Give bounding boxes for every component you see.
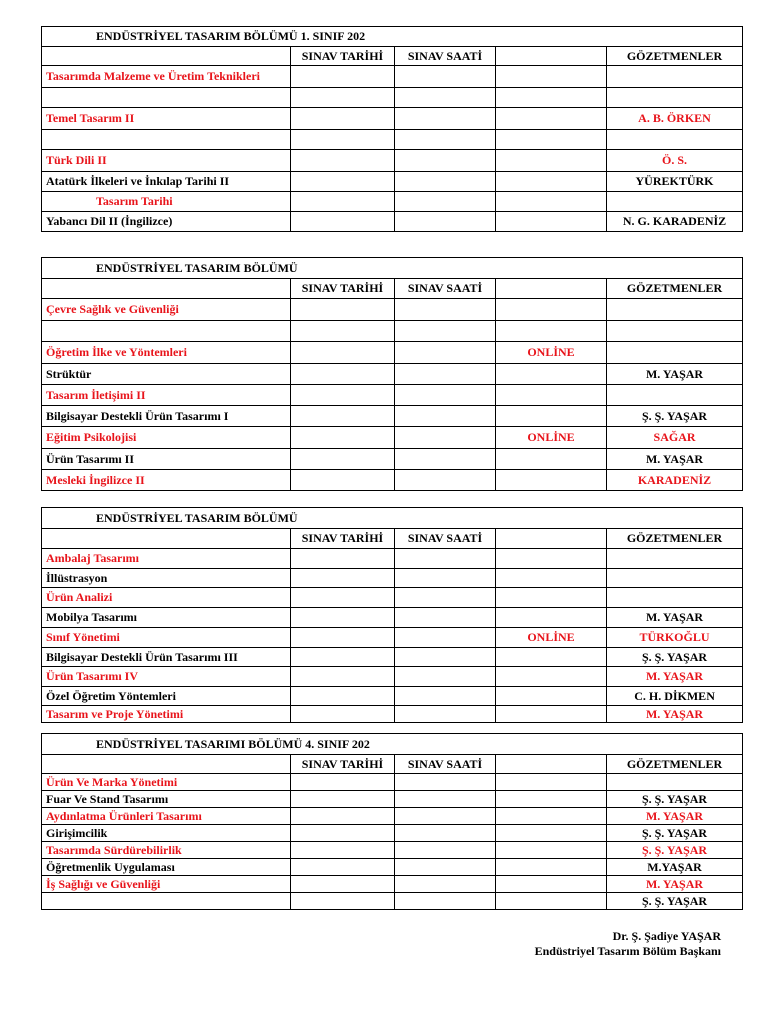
proctor-cell <box>607 342 743 364</box>
header-time: SINAV SAATİ <box>395 47 496 66</box>
exam-time-cell <box>395 212 496 232</box>
course-name-cell: Bilgisayar Destekli Ürün Tasarımı I <box>42 406 291 427</box>
exam-time-cell <box>395 130 496 150</box>
exam-time-cell <box>395 427 496 449</box>
exam-time-cell <box>395 66 496 88</box>
proctor-cell: M.YAŞAR <box>607 859 743 876</box>
exam-time-cell <box>395 859 496 876</box>
header-proctors: GÖZETMENLER <box>607 529 743 549</box>
proctor-cell <box>607 299 743 321</box>
exam-date-cell <box>291 130 395 150</box>
signature-block <box>535 929 721 959</box>
proctor-cell <box>607 88 743 108</box>
proctor-cell: YÜREKTÜRK <box>607 172 743 192</box>
exam-note-cell: ONLİNE <box>496 427 607 449</box>
proctor-cell: Ö. S. <box>607 150 743 172</box>
proctor-cell <box>607 66 743 88</box>
exam-time-cell <box>395 648 496 667</box>
exam-note-cell <box>496 706 607 723</box>
exam-time-cell <box>395 150 496 172</box>
course-name-cell: Atatürk İlkeleri ve İnkılap Tarihi II <box>42 172 291 192</box>
table-row <box>42 667 743 687</box>
table-row <box>42 364 743 385</box>
course-name-cell: Mesleki İngilizce II <box>42 470 291 491</box>
exam-note-cell <box>496 842 607 859</box>
exam-date-cell <box>291 808 395 825</box>
exam-table-4 <box>41 733 743 910</box>
table-row <box>42 470 743 491</box>
header-date: SINAV TARİHİ <box>291 529 395 549</box>
course-name-cell: Öğretim İlke ve Yöntemleri <box>42 342 291 364</box>
table-title: ENDÜSTRİYEL TASARIM BÖLÜMÜ <box>42 508 743 529</box>
exam-date-cell <box>291 791 395 808</box>
exam-time-cell <box>395 667 496 687</box>
exam-note-cell <box>496 569 607 588</box>
header-date: SINAV TARİHİ <box>291 47 395 66</box>
exam-date-cell <box>291 687 395 706</box>
exam-note-cell <box>496 859 607 876</box>
table-row <box>42 569 743 588</box>
table-row <box>42 130 743 150</box>
exam-table-2 <box>41 257 743 491</box>
exam-time-cell <box>395 842 496 859</box>
exam-note-cell <box>496 687 607 706</box>
exam-date-cell <box>291 608 395 628</box>
exam-time-cell <box>395 299 496 321</box>
exam-date-cell <box>291 192 395 212</box>
course-name-cell: Türk Dili II <box>42 150 291 172</box>
table-row <box>42 88 743 108</box>
exam-note-cell <box>496 774 607 791</box>
exam-note-cell <box>496 893 607 910</box>
table-title: ENDÜSTRİYEL TASARIM BÖLÜMÜ <box>42 258 743 279</box>
proctor-cell: M. YAŞAR <box>607 449 743 470</box>
proctor-cell <box>607 569 743 588</box>
proctor-cell: Ş. Ş. YAŞAR <box>607 842 743 859</box>
course-name-cell: Çevre Sağlık ve Güvenliği <box>42 299 291 321</box>
table-row <box>42 172 743 192</box>
exam-time-cell <box>395 774 496 791</box>
proctor-cell: TÜRKOĞLU <box>607 628 743 648</box>
header-extra <box>496 755 607 774</box>
exam-date-cell <box>291 321 395 342</box>
header-proctors: GÖZETMENLER <box>607 755 743 774</box>
exam-time-cell <box>395 385 496 406</box>
table-row <box>42 385 743 406</box>
exam-note-cell <box>496 321 607 342</box>
proctor-cell: M. YAŞAR <box>607 808 743 825</box>
course-name-cell: Tasarım Tarihi <box>42 192 291 212</box>
exam-date-cell <box>291 876 395 893</box>
proctor-cell: N. G. KARADENİZ <box>607 212 743 232</box>
table-row <box>42 774 743 791</box>
exam-time-cell <box>395 172 496 192</box>
course-name-cell: İllüstrasyon <box>42 569 291 588</box>
exam-note-cell <box>496 791 607 808</box>
exam-time-cell <box>395 893 496 910</box>
exam-date-cell <box>291 859 395 876</box>
table-row <box>42 108 743 130</box>
exam-note-cell: ONLİNE <box>496 342 607 364</box>
exam-date-cell <box>291 385 395 406</box>
exam-date-cell <box>291 628 395 648</box>
exam-note-cell <box>496 825 607 842</box>
exam-note-cell <box>496 608 607 628</box>
proctor-cell: M. YAŞAR <box>607 706 743 723</box>
table-header-row <box>42 529 743 549</box>
header-extra <box>496 47 607 66</box>
exam-note-cell <box>496 808 607 825</box>
exam-note-cell <box>496 406 607 427</box>
course-name-cell: Strüktür <box>42 364 291 385</box>
exam-date-cell <box>291 449 395 470</box>
table-row <box>42 628 743 648</box>
exam-note-cell <box>496 88 607 108</box>
table-row <box>42 192 743 212</box>
header-extra <box>496 529 607 549</box>
proctor-cell <box>607 192 743 212</box>
header-time: SINAV SAATİ <box>395 755 496 774</box>
table-title-row <box>42 734 743 755</box>
table-row <box>42 299 743 321</box>
table-header-row <box>42 755 743 774</box>
exam-time-cell <box>395 449 496 470</box>
header-proctors: GÖZETMENLER <box>607 47 743 66</box>
header-proctors: GÖZETMENLER <box>607 279 743 299</box>
course-name-cell <box>42 321 291 342</box>
exam-note-cell <box>496 470 607 491</box>
table-row <box>42 706 743 723</box>
exam-note-cell <box>496 449 607 470</box>
proctor-cell: Ş. Ş. YAŞAR <box>607 893 743 910</box>
proctor-cell: C. H. DİKMEN <box>607 687 743 706</box>
exam-time-cell <box>395 364 496 385</box>
exam-note-cell <box>496 667 607 687</box>
header-extra <box>496 279 607 299</box>
exam-date-cell <box>291 427 395 449</box>
exam-note-cell <box>496 549 607 569</box>
table-row <box>42 808 743 825</box>
exam-time-cell <box>395 791 496 808</box>
exam-date-cell <box>291 842 395 859</box>
course-name-cell: Sınıf Yönetimi <box>42 628 291 648</box>
header-date: SINAV TARİHİ <box>291 279 395 299</box>
exam-date-cell <box>291 667 395 687</box>
course-name-cell: Ürün Tasarımı II <box>42 449 291 470</box>
proctor-cell <box>607 549 743 569</box>
table-row <box>42 687 743 706</box>
proctor-cell: M. YAŞAR <box>607 667 743 687</box>
exam-time-cell <box>395 342 496 364</box>
exam-date-cell <box>291 470 395 491</box>
course-name-cell: Mobilya Tasarımı <box>42 608 291 628</box>
exam-date-cell <box>291 88 395 108</box>
header-date: SINAV TARİHİ <box>291 755 395 774</box>
course-name-cell: Fuar Ve Stand Tasarımı <box>42 791 291 808</box>
exam-note-cell <box>496 212 607 232</box>
header-course <box>42 279 291 299</box>
exam-date-cell <box>291 825 395 842</box>
table-title: ENDÜSTRİYEL TASARIMI BÖLÜMÜ 4. SINIF 202 <box>42 734 743 755</box>
header-time: SINAV SAATİ <box>395 279 496 299</box>
table-row <box>42 825 743 842</box>
proctor-cell: M. YAŞAR <box>607 608 743 628</box>
signature-name: Dr. Ş. Şadiye YAŞAR <box>612 929 721 943</box>
table-row <box>42 321 743 342</box>
table-row <box>42 876 743 893</box>
course-name-cell: İş Sağlığı ve Güvenliği <box>42 876 291 893</box>
header-course <box>42 529 291 549</box>
exam-date-cell <box>291 299 395 321</box>
exam-note-cell <box>496 299 607 321</box>
exam-time-cell <box>395 608 496 628</box>
table-row <box>42 150 743 172</box>
table-title-row <box>42 27 743 47</box>
exam-time-cell <box>395 192 496 212</box>
exam-time-cell <box>395 321 496 342</box>
course-name-cell: Girişimcilik <box>42 825 291 842</box>
proctor-cell <box>607 588 743 608</box>
exam-time-cell <box>395 706 496 723</box>
proctor-cell <box>607 321 743 342</box>
exam-time-cell <box>395 108 496 130</box>
exam-date-cell <box>291 774 395 791</box>
table-row <box>42 427 743 449</box>
proctor-cell: Ş. Ş. YAŞAR <box>607 648 743 667</box>
exam-time-cell <box>395 549 496 569</box>
course-name-cell: Eğitim Psikolojisi <box>42 427 291 449</box>
exam-note-cell <box>496 648 607 667</box>
course-name-cell: Aydınlatma Ürünleri Tasarımı <box>42 808 291 825</box>
course-name-cell <box>42 893 291 910</box>
course-name-cell: Özel Öğretim Yöntemleri <box>42 687 291 706</box>
exam-table-1 <box>41 26 743 232</box>
exam-note-cell <box>496 172 607 192</box>
proctor-cell: Ş. Ş. YAŞAR <box>607 825 743 842</box>
exam-note-cell <box>496 66 607 88</box>
table-row <box>42 842 743 859</box>
table-row <box>42 66 743 88</box>
course-name-cell <box>42 88 291 108</box>
table-row <box>42 893 743 910</box>
proctor-cell <box>607 130 743 150</box>
exam-time-cell <box>395 588 496 608</box>
table-title-row <box>42 508 743 529</box>
exam-note-cell <box>496 130 607 150</box>
table-row <box>42 212 743 232</box>
exam-date-cell <box>291 342 395 364</box>
header-course <box>42 755 291 774</box>
exam-note-cell <box>496 588 607 608</box>
exam-time-cell <box>395 687 496 706</box>
exam-note-cell <box>496 876 607 893</box>
course-name-cell: Ambalaj Tasarımı <box>42 549 291 569</box>
course-name-cell <box>42 130 291 150</box>
table-row <box>42 648 743 667</box>
course-name-cell: Öğretmenlik Uygulaması <box>42 859 291 876</box>
exam-date-cell <box>291 893 395 910</box>
course-name-cell: Tasarım İletişimi II <box>42 385 291 406</box>
course-name-cell: Tasarım ve Proje Yönetimi <box>42 706 291 723</box>
proctor-cell: SAĞAR <box>607 427 743 449</box>
course-name-cell: Ürün Analizi <box>42 588 291 608</box>
course-name-cell: Bilgisayar Destekli Ürün Tasarımı III <box>42 648 291 667</box>
exam-date-cell <box>291 172 395 192</box>
exam-time-cell <box>395 470 496 491</box>
exam-date-cell <box>291 588 395 608</box>
signature-role: Endüstriyel Tasarım Bölüm Başkanı <box>534 944 721 958</box>
course-name-cell: Ürün Ve Marka Yönetimi <box>42 774 291 791</box>
table-title: ENDÜSTRİYEL TASARIM BÖLÜMÜ 1. SINIF 202 <box>42 27 743 47</box>
exam-note-cell <box>496 364 607 385</box>
exam-note-cell <box>496 385 607 406</box>
exam-time-cell <box>395 406 496 427</box>
exam-date-cell <box>291 406 395 427</box>
exam-note-cell: ONLİNE <box>496 628 607 648</box>
exam-time-cell <box>395 876 496 893</box>
exam-note-cell <box>496 108 607 130</box>
exam-note-cell <box>496 150 607 172</box>
exam-date-cell <box>291 364 395 385</box>
table-row <box>42 449 743 470</box>
exam-date-cell <box>291 150 395 172</box>
course-name-cell: Tasarımda Sürdürebilirlik <box>42 842 291 859</box>
exam-note-cell <box>496 192 607 212</box>
exam-date-cell <box>291 549 395 569</box>
exam-date-cell <box>291 212 395 232</box>
exam-time-cell <box>395 825 496 842</box>
proctor-cell: M. YAŞAR <box>607 364 743 385</box>
table-title-row <box>42 258 743 279</box>
table-row <box>42 588 743 608</box>
table-row <box>42 791 743 808</box>
course-name-cell: Temel Tasarım II <box>42 108 291 130</box>
exam-time-cell <box>395 569 496 588</box>
exam-table-3 <box>41 507 743 723</box>
course-name-cell: Tasarımda Malzeme ve Üretim Teknikleri <box>42 66 291 88</box>
proctor-cell: M. YAŞAR <box>607 876 743 893</box>
table-row <box>42 549 743 569</box>
table-header-row <box>42 279 743 299</box>
proctor-cell <box>607 774 743 791</box>
proctor-cell: Ş. Ş. YAŞAR <box>607 791 743 808</box>
exam-time-cell <box>395 88 496 108</box>
table-row <box>42 406 743 427</box>
exam-date-cell <box>291 66 395 88</box>
exam-date-cell <box>291 648 395 667</box>
exam-time-cell <box>395 808 496 825</box>
table-header-row <box>42 47 743 66</box>
exam-date-cell <box>291 706 395 723</box>
proctor-cell: A. B. ÖRKEN <box>607 108 743 130</box>
course-name-cell: Yabancı Dil II (İngilizce) <box>42 212 291 232</box>
proctor-cell <box>607 385 743 406</box>
exam-date-cell <box>291 108 395 130</box>
exam-date-cell <box>291 569 395 588</box>
header-time: SINAV SAATİ <box>395 529 496 549</box>
table-row <box>42 608 743 628</box>
proctor-cell: KARADENİZ <box>607 470 743 491</box>
header-course <box>42 47 291 66</box>
table-row <box>42 859 743 876</box>
exam-time-cell <box>395 628 496 648</box>
proctor-cell: Ş. Ş. YAŞAR <box>607 406 743 427</box>
course-name-cell: Ürün Tasarımı IV <box>42 667 291 687</box>
table-row <box>42 342 743 364</box>
